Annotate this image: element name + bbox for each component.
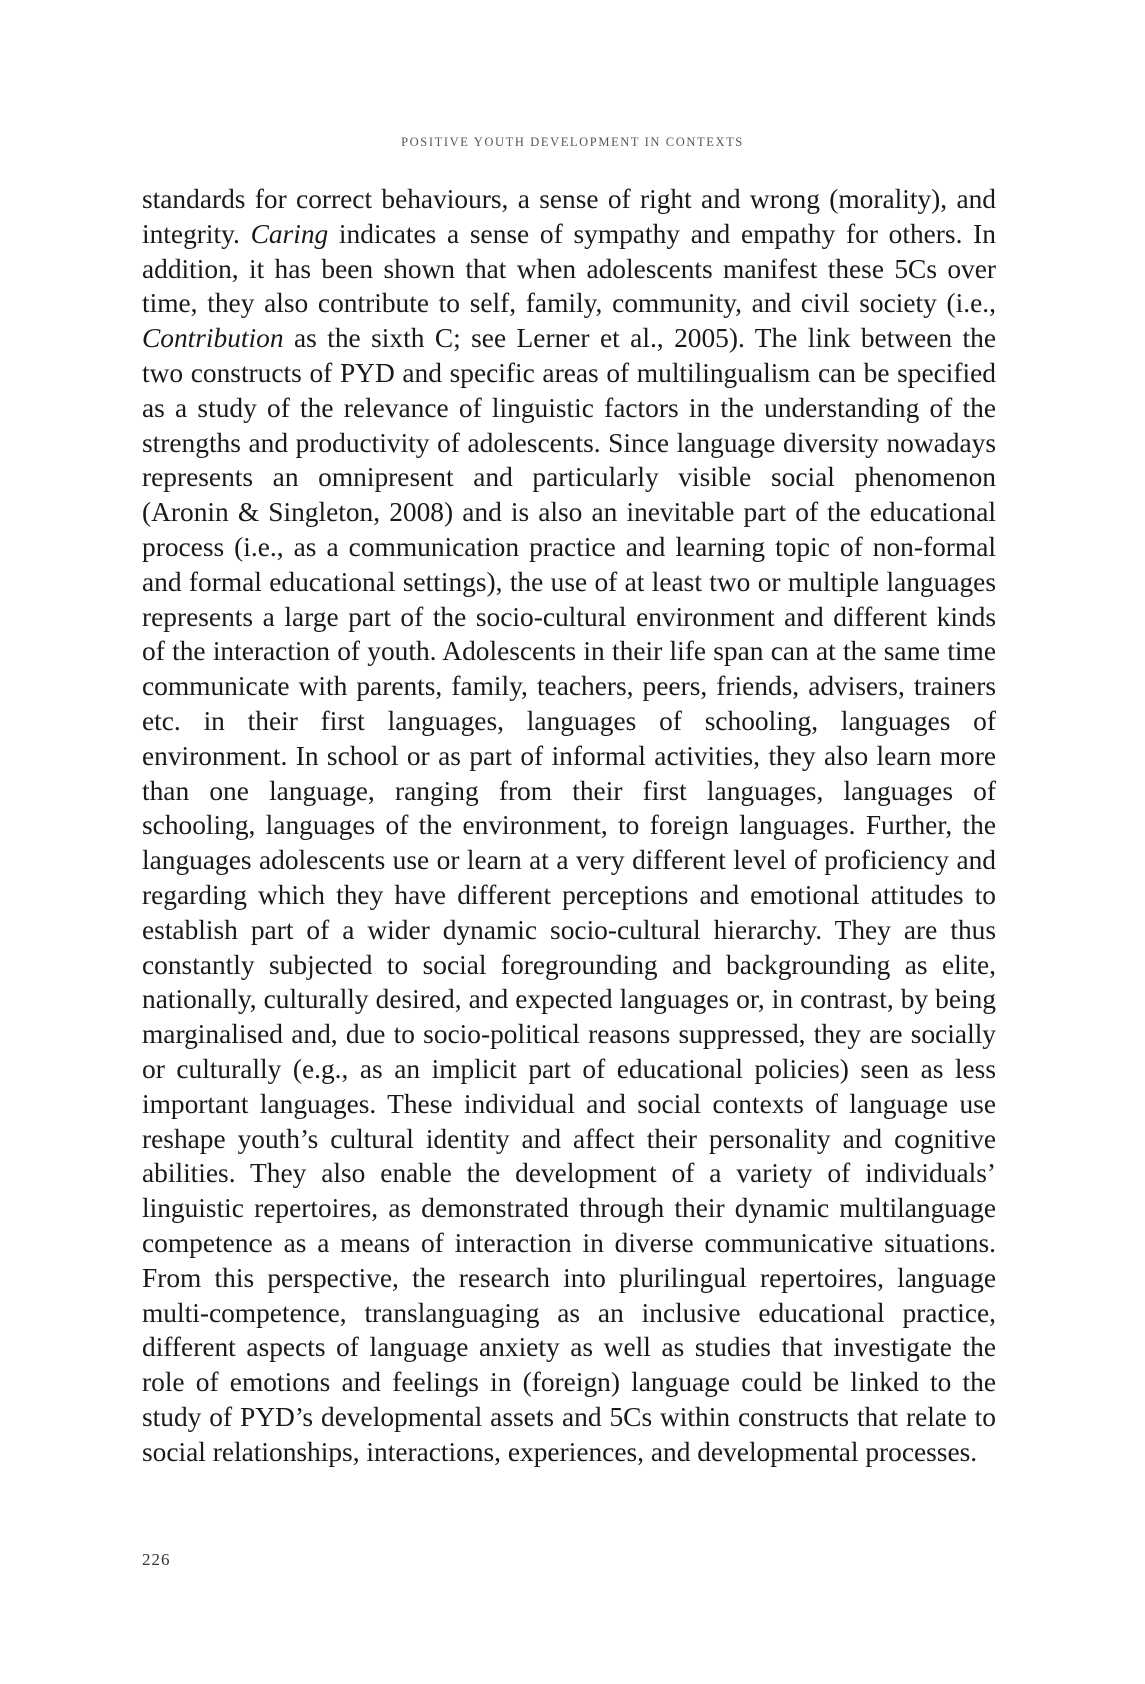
page-number: 226	[142, 1550, 171, 1569]
term-contribution: Contribution	[142, 323, 284, 354]
running-head: POSITIVE YOUTH DEVELOPMENT IN CONTEXTS	[401, 135, 744, 149]
body-paragraph	[142, 182, 996, 1469]
paragraph-text-2: indicates a sense of sympathy and empathy for others. In addition, it has been shown that when adolescents manifest these 5Cs over time, they also contribute to self, family, community, and civil society (i.e.,	[142, 218, 996, 319]
term-caring: Caring	[250, 218, 329, 249]
paragraph-text-3: as the sixth C; see Lerner et al., 2005). The link between the two constructs of PYD and specific areas of multilingualism can be specified as a study of the relevance of linguistic factors in the understanding of the strengths and productivity of adolescents. Since language diversity nowadays represents an omnipresent and particularly visible social phenomenon (Aronin & Singleton, 2008) and is also an inevitable part of the educational process (i.e., as a communication practice and learning topic of non-formal and formal educational settings), the use of at least two or multiple languages represents a large part of the socio-cultural environment and different kinds of the interaction of youth. Adolescents in their life span can at the same time communicate with parents, family, teachers, peers, friends, advisers, trainers etc. in their first languages, languages of schooling, languages of environment. In school or as part of informal activities, they also learn more than one language, ranging from their first languages, languages of schooling, languages of the environment, to foreign languages. Further, the languages adolescents use or learn at a very different level of proficiency and regarding which they have different perceptions and emotional attitudes to establish part of a wider dynamic socio-cultural hierarchy. They are thus constantly subjected to social foregrounding and backgrounding as elite, nationally, culturally desired, and expected languages or, in contrast, by being marginalised and, due to socio-political reasons suppressed, they are socially or culturally (e.g., as an implicit part of educational policies) seen as less important languages. These individual and social contexts of language use reshape youth’s cultural identity and affect their personality and cognitive abilities. They also enable the development of a variety of individuals’ linguistic repertoires, as demonstrated through their dynamic multilanguage competence as a means of interaction in diverse communicative situations. From this perspective, the research into plurilingual repertoires, language multi-competence, translanguaging as an inclusive educational practice, different aspects of language anxiety as well as studies that investigate the role of emotions and feelings in (foreign) language could be linked to the study of PYD’s developmental assets and 5Cs within constructs that relate to social relationships, interactions, experiences, and developmental processes.	[142, 323, 996, 1467]
paragraph-text-1: standards for correct behaviours, a sense of right and wrong (morality), and integrity.	[142, 184, 996, 249]
